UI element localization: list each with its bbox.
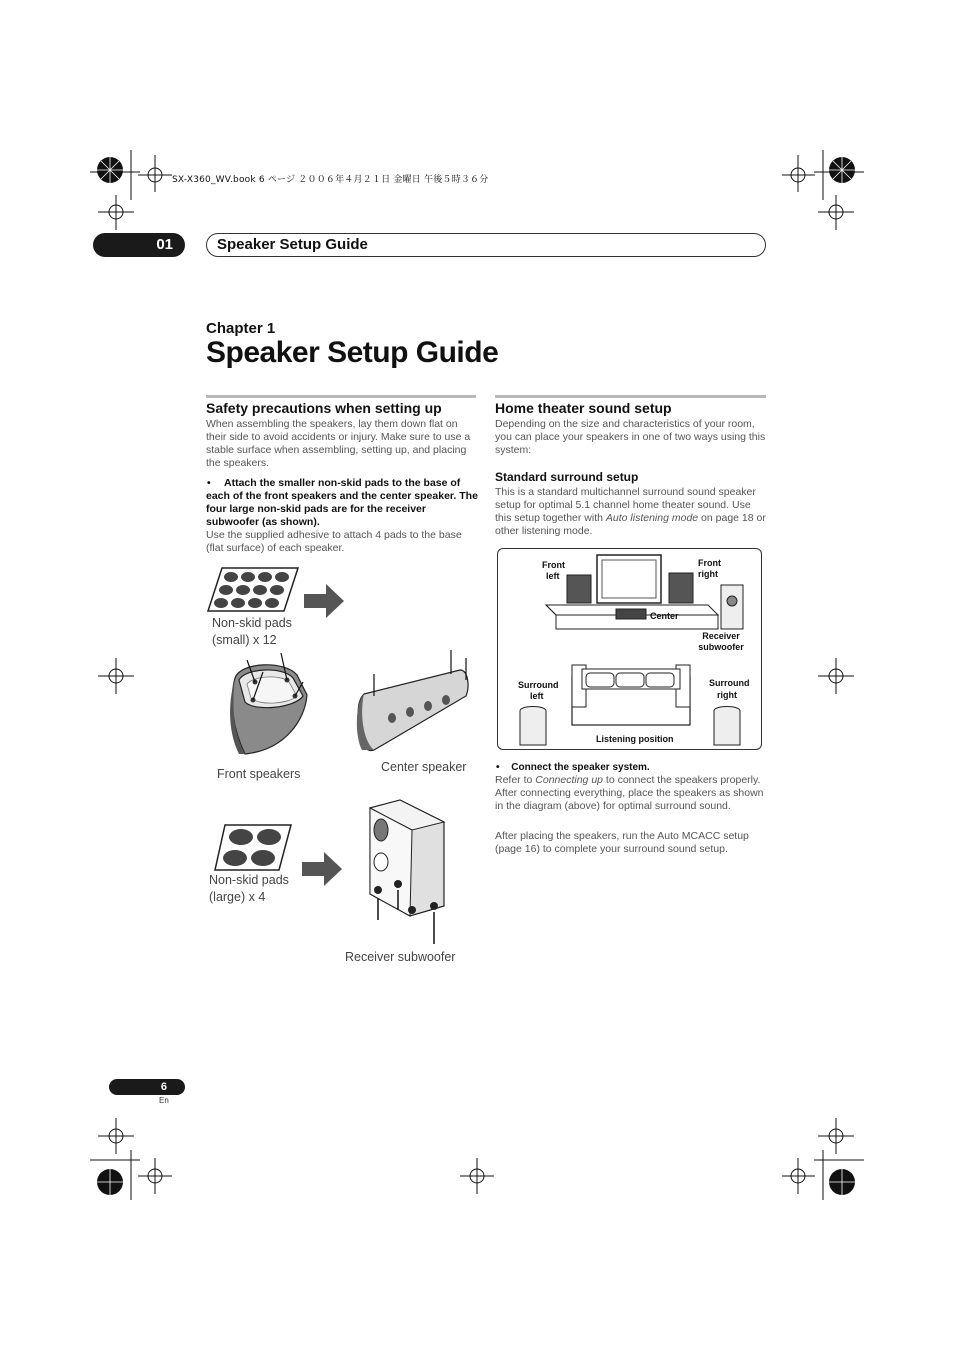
mcacc-paragraph: After placing the speakers, run the Auto MCACC setup (page 16) to complete your surround sound setup. (495, 830, 749, 855)
connect-paragraph (495, 774, 767, 813)
page-number: 6 (109, 1079, 185, 1095)
front-left-label-1: Front (542, 560, 565, 570)
arrow-right-icon (302, 852, 344, 886)
running-header-title: Speaker Setup Guide (206, 233, 766, 257)
surround-right-label-1: Surround (709, 678, 750, 688)
surround-left-label-1: Surround (518, 680, 559, 690)
para1-b: to connect the speakers properly. After connecting everything, place the speakers as shown in the diagram (above) for optimal surround sound. (495, 774, 764, 812)
page-title: Speaker Setup Guide (206, 336, 499, 369)
language-code: En (159, 1096, 169, 1105)
connect-bullet (496, 761, 650, 774)
connect-bullet-mark: • (496, 762, 500, 773)
safety-heading: Safety precautions when setting up (206, 400, 442, 416)
surround-left-label-2: left (530, 691, 544, 701)
standard-setup-heading: Standard surround setup (495, 470, 639, 484)
home-theater-intro: Depending on the size and characteristics of your room, you can place your speakers in one of two ways using this system: (495, 418, 766, 456)
safety-bullet-mark: • (207, 477, 211, 489)
center-label: Center (650, 611, 679, 621)
para1-a: Refer to (495, 774, 536, 786)
standard-setup-text (495, 486, 767, 538)
para1-em: Connecting up (535, 774, 603, 786)
safety-bullet (206, 477, 478, 529)
listening-position-label: Listening position (596, 734, 674, 744)
standard-text-em: Auto listening mode (605, 512, 699, 524)
standard-text-a: This is a standard multichannel surround sound speaker setup for optimal 5.1 channel home theater sound. Use this setup together with (495, 486, 756, 524)
receiver-subwoofer-image (362, 798, 448, 946)
section-rule-right (495, 395, 766, 398)
non-skid-pads-large-image (213, 823, 293, 873)
chapter-number-tab: 01 (93, 233, 185, 257)
arrow-right-icon (304, 584, 346, 618)
receiver-subwoofer-label: Receiver subwoofer (345, 950, 456, 964)
front-left-label-2: left (546, 571, 560, 581)
print-info-line: SX-X360_WV.book 6 ページ ２００６年４月２１日 金曜日 午後５時３６分 (172, 175, 489, 185)
front-right-label-2: right (698, 569, 718, 579)
home-theater-heading: Home theater sound setup (495, 400, 672, 416)
safety-intro: When assembling the speakers, lay them down flat on their side to avoid accidents or injury. Make sure to use a stable surface when assembling, setting up, and placing the speakers. (206, 418, 471, 469)
safety-note: Use the supplied adhesive to attach 4 pads to the base (flat surface) of each speaker. (206, 529, 462, 554)
center-speaker-label: Center speaker (381, 760, 467, 774)
connect-bullet-text: Connect the speaker system. (511, 762, 650, 773)
speaker-placement-diagram (497, 548, 762, 750)
receiver-subwoofer-diagram-label: Receiver subwoofer (698, 631, 744, 652)
front-right-label-1: Front (698, 558, 721, 568)
chapter-label: Chapter 1 (206, 320, 276, 337)
surround-right-label-2: right (717, 690, 737, 700)
front-speakers-label: Front speakers (217, 767, 301, 781)
non-skid-pads-small-image (206, 566, 301, 614)
small-pads-label-1: Non-skid pads (212, 616, 292, 630)
front-speaker-image (225, 650, 315, 758)
large-pads-label-2: (large) x 4 (209, 890, 266, 904)
small-pads-label-2: (small) x 12 (212, 633, 277, 647)
section-rule-left (206, 395, 476, 398)
standard-text-b: on page 18 or other listening mode. (495, 512, 766, 537)
safety-bullet-text: Attach the smaller non-skid pads to the base of each of the front speakers and the center speaker. The four large non-skid pads are for the receiver subwoofer (as shown). (206, 477, 478, 528)
large-pads-label-1: Non-skid pads (209, 873, 289, 887)
center-speaker-image (352, 650, 472, 756)
